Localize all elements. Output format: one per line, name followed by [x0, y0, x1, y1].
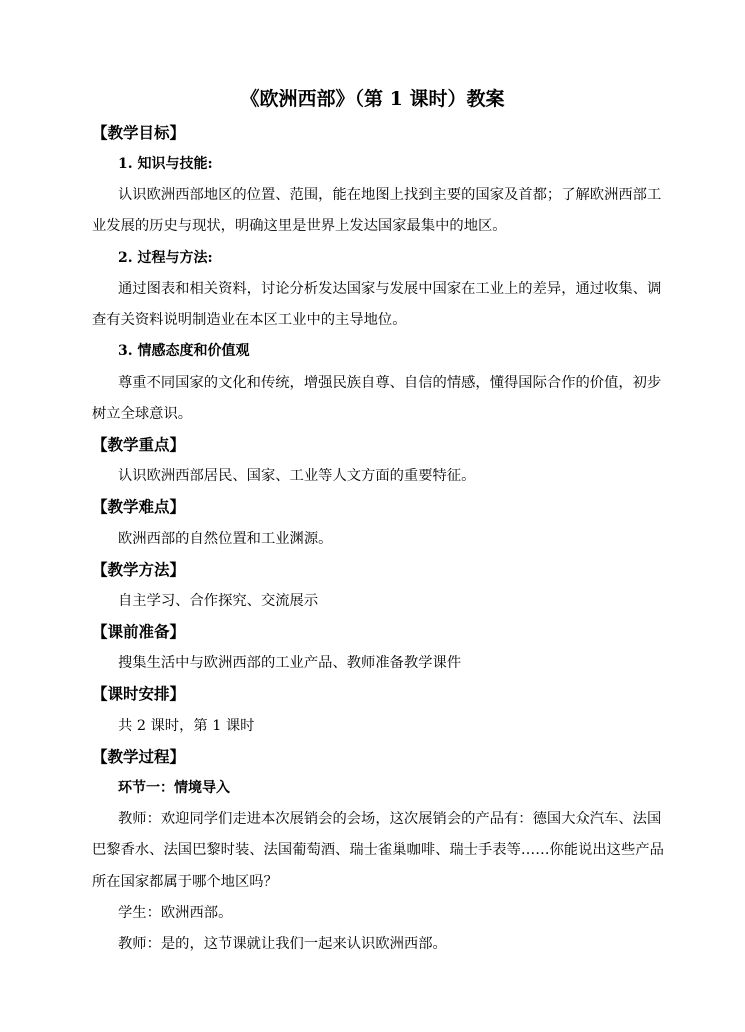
goal-3-text-line-1: 尊重不同国家的文化和传统，增强民族自尊、自信的情感，懂得国际合作的价值，初步	[118, 375, 662, 391]
section-heading-difficulties: 【教学难点】	[92, 497, 186, 516]
section-heading-goals: 【教学目标】	[92, 123, 186, 142]
section-heading-schedule: 【课时安排】	[92, 684, 186, 703]
teacher-line-3: 所在国家都属于哪个地区吗？	[92, 874, 278, 890]
section-heading-process: 【教学过程】	[92, 747, 186, 766]
difficulties-text: 欧洲西部的自然位置和工业渊源。	[118, 531, 333, 547]
goal-2-title: 2. 过程与方法:	[118, 250, 213, 266]
teacher-line-1: 教师：欢迎同学们走进本次展销会的会场，这次展销会的产品有：德国大众汽车、法国	[118, 811, 662, 827]
process-step-1-title: 环节一：情境导入	[118, 780, 230, 796]
section-heading-key-points: 【教学重点】	[92, 435, 186, 454]
preparation-text: 搜集生活中与欧洲西部的工业产品、教师准备教学课件	[118, 655, 462, 671]
goal-3-title: 3. 情感态度和价值观	[118, 343, 250, 359]
goal-1-text-line-2: 业发展的历史与现状，明确这里是世界上发达国家最集中的地区。	[92, 218, 507, 234]
teacher-line-2: 巴黎香水、法国巴黎时装、法国葡萄酒、瑞士雀巢咖啡、瑞士手表等……你能说出这些产品	[92, 842, 664, 858]
goal-3-text-line-2: 树立全球意识。	[92, 406, 193, 422]
section-heading-preparation: 【课前准备】	[92, 622, 186, 641]
schedule-text: 共 2 课时，第 1 课时	[118, 718, 255, 734]
document-title: 《欧洲西部》（第 1 课时）教案	[240, 88, 505, 110]
goal-1-title: 1. 知识与技能:	[118, 156, 213, 172]
goal-1-text-line-1: 认识欧洲西部地区的位置、范围，能在地图上找到主要的国家及首都；了解欧洲西部工	[118, 187, 662, 203]
goal-2-text-line-2: 查有关资料说明制造业在本区工业中的主导地位。	[92, 312, 407, 328]
student-line-1: 学生：欧洲西部。	[118, 905, 233, 921]
key-points-text: 认识欧洲西部居民、国家、工业等人文方面的重要特征。	[118, 468, 476, 484]
teacher-line-4: 教师：是的，这节课就让我们一起来认识欧洲西部。	[118, 936, 447, 952]
methods-text: 自主学习、合作探究、交流展示	[118, 593, 319, 609]
section-heading-methods: 【教学方法】	[92, 560, 186, 579]
goal-2-text-line-1: 通过图表和相关资料，讨论分析发达国家与发展中国家在工业上的差异，通过收集、调	[118, 281, 662, 297]
